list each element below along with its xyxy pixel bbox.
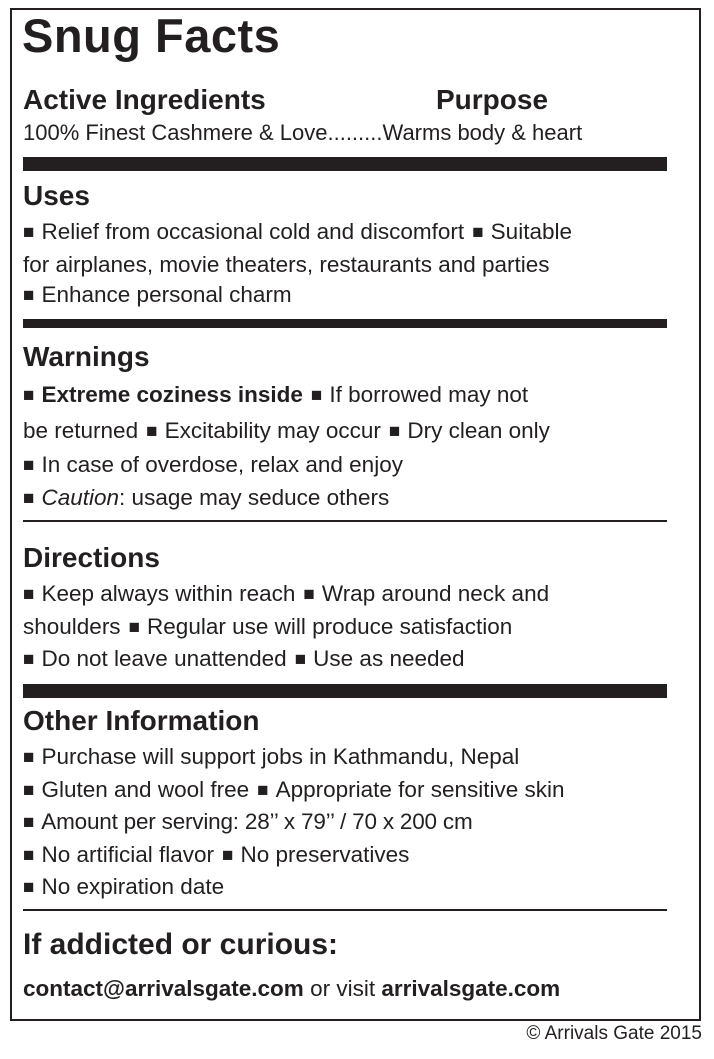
warning-item: : usage may seduce others — [119, 484, 390, 510]
uses-item: ■ Enhance personal charm — [23, 282, 292, 307]
copyright-notice: © Arrivals Gate 2015 — [526, 1023, 702, 1044]
direction-item-continued: shoulders — [23, 613, 121, 639]
contact-section — [23, 928, 667, 1005]
uses-header: Uses — [23, 180, 90, 211]
other-info-item: ■ No artificial flavor — [23, 842, 214, 867]
direction-item: ■ Regular use will produce satisfaction — [129, 614, 513, 639]
uses-item: ■ Relief from occasional cold and discomfort — [23, 219, 464, 244]
active-ingredients-header: Active Ingredients — [23, 84, 266, 115]
section-divider-thin — [23, 520, 667, 522]
warning-item: ■ Dry clean only — [389, 418, 550, 443]
warning-item: ■ Excitability may occur — [146, 418, 381, 443]
caution-word: Caution — [41, 484, 120, 510]
other-info-item: ■ Gluten and wool free — [23, 777, 249, 802]
active-ingredients-section — [23, 84, 667, 149]
section-divider-thick — [23, 157, 667, 171]
direction-item: ■ Use as needed — [295, 646, 465, 671]
uses-section — [23, 180, 667, 313]
warnings-section — [23, 341, 667, 515]
direction-item: ■ Wrap around neck and — [303, 581, 549, 606]
uses-item: ■ Suitable — [472, 219, 572, 244]
warning-item: ■ In case of overdose, relax and enjoy — [23, 452, 403, 477]
directions-section — [23, 542, 667, 677]
warning-item-continued: be returned — [23, 418, 139, 443]
section-divider-thin — [23, 909, 667, 911]
directions-header: Directions — [23, 542, 160, 573]
contact-connector-text: or visit — [303, 976, 382, 1001]
uses-item-continued: for airplanes, movie theaters, restaurants and parties — [23, 251, 550, 277]
other-info-item: ■ Amount per serving: 28’’ x 79’’ / 70 x 200 cm — [23, 809, 473, 834]
section-divider-thick — [23, 684, 667, 698]
other-information-header: Other Information — [23, 705, 260, 736]
other-info-item: ■ Purchase will support jobs in Kathmandu, Nepal — [23, 744, 519, 769]
direction-item: ■ Keep always within reach — [23, 581, 295, 606]
direction-item: ■ Do not leave unattended — [23, 646, 287, 671]
contact-email-link[interactable]: contact@arrivalsgate.com — [23, 976, 304, 1001]
warnings-header: Warnings — [23, 341, 150, 372]
other-info-item: ■ No expiration date — [23, 874, 224, 899]
purpose-header: Purpose — [436, 84, 549, 115]
warning-item-bold: Extreme coziness inside — [41, 382, 303, 407]
contact-header: If addicted or curious: — [23, 928, 339, 961]
section-divider-medium — [23, 319, 667, 328]
other-information-section — [23, 705, 667, 905]
other-info-item: ■ Appropriate for sensitive skin — [257, 777, 564, 802]
website-link[interactable]: arrivalsgate.com — [381, 976, 561, 1001]
label-title: Snug Facts — [22, 9, 281, 62]
active-ingredient-line: 100% Finest Cashmere & Love.........Warms body & heart — [23, 120, 583, 145]
other-info-item: ■ No preservatives — [222, 842, 409, 867]
warning-item: ■ If borrowed may not — [311, 382, 528, 407]
